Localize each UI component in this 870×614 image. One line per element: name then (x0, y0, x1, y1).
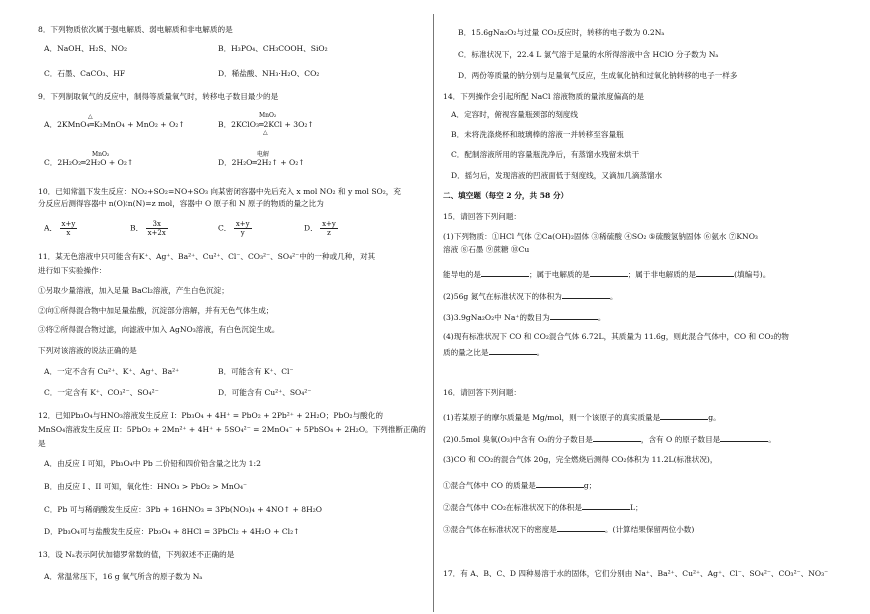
blank-sodium-ions[interactable] (550, 311, 598, 320)
q12-option-c: C．Pb 可与稀硝酸发生反应：3Pb + 16HNO₃ = 3Pb(NO₃)₄ + 4NO↑ + 8H₂O (44, 505, 322, 514)
q16-part3-3: ③混合气体在标准状况下的密度是 。(计算结果保留两位小数) (443, 525, 695, 534)
q14-option-c: C．配制溶液所用的容量瓶洗净后，有蒸馏水残留未烘干 (451, 150, 640, 159)
q10-option-c: C． $\frac{x+y}{y}$ (218, 220, 250, 237)
column-divider (433, 14, 434, 612)
q12-stem-line1: 12．已知Pb₃O₄与HNO₃溶液发生反应 I：Pb₃O₄ + 4H⁺ = PbO₂ + 2Pb²⁺ + 2H₂O；PbO₂与酸化的 (38, 411, 383, 420)
q10-option-b: B． $\frac{3x}{x+2x}$ (130, 220, 166, 237)
q9-option-b: B．2KClO₃═2KCl + 3O₂↑ (218, 120, 314, 129)
q16-part3: (3)CO 和 CO₂的混合气体 20g，完全燃烧后测得 CO₂体积为 11.2L(标准状况)， (443, 455, 718, 464)
q10-option-d: D． $\frac{x+y}{z}$ (304, 220, 336, 237)
q14-option-d: D．摇匀后，发现溶液的凹液面低于刻度线，又滴加几滴蒸馏水 (451, 171, 663, 180)
q11-step-2: ②向①所得混合物中加足量盐酸，沉淀部分溶解，并有无色气体生成； (38, 306, 274, 315)
q15-part1-line1: (1)下列物质：①HCl 气体 ②Ca(OH)₂固体 ③稀硫酸 ④SO₂ ⑤硫酸氢钠固体 ⑥氨水 ⑦KNO₃ (443, 232, 758, 241)
blank-nitrogen-volume[interactable] (562, 290, 610, 299)
q9a-text: A．2KMnO₄═K₂MnO₄ + MnO₂ + O₂↑ (44, 120, 185, 129)
q11-option-c: C．一定含有 K⁺、CO₃²⁻、SO₄²⁻ (44, 388, 159, 397)
q13-option-c: C．标准状况下，22.4 L 氯气溶于足量的水所得溶液中含 HClO 分子数为 Nₐ (458, 50, 719, 59)
q9c-catalyst: MnO₂ (92, 151, 110, 158)
q15-part4-line1: (4)现有标准状况下 CO 和 CO₂混合气体 6.72L，其质量为 11.6g，则此混合气体中，CO 和 CO₂的物 (443, 332, 789, 341)
q12-option-a: A．由反应 I 可知，Pb₃O₄中 Pb 二价铅和四价铅含量之比为 1:2 (44, 459, 261, 468)
q12-stem-line3: 是 (38, 439, 46, 448)
q9b-catalyst: MnO₂ (259, 112, 277, 119)
q12-option-d: D．Pb₃O₄可与盐酸发生反应：Pb₃O₄ + 8HCl = 3PbCl₂ + 4H₂O + Cl₂↑ (44, 527, 300, 536)
q13-option-a: A．常温常压下，16 g 氧气所含的原子数为 Nₐ (44, 572, 203, 581)
q15-part1-answers: 能导电的是 ；属于电解质的是 ；属于非电解质的是 (填编号)。 (443, 270, 771, 279)
q10a-fraction: $\frac{x+y}{x}$ (61, 220, 76, 237)
q16-part3-1: ①混合气体中 CO 的质量是 g； (443, 481, 597, 490)
q12-option-b: B．由反应 I 、II 可知，氧化性：HNO₃ > PbO₂ > MnO₄⁻ (44, 482, 248, 491)
q10-option-a: A． $\frac{x+y}{x}$ (44, 220, 76, 237)
q12-stem-line2: MnSO₄溶液发生反应 II：5PbO₂ + 2Mn²⁺ + 4H⁺ + 5SO₄²⁻ = 2MnO₄⁻ + 5PbSO₄ + 2H₂O。下列推断正确的 (38, 425, 426, 434)
q8-option-d: D．稀盐酸、NH₃·H₂O、CO₂ (218, 69, 320, 78)
blank-oxygen-atoms[interactable] (720, 433, 768, 442)
blank-electrolytes[interactable] (590, 268, 628, 277)
q11-step-1: ①另取少量溶液，加入足量 BaCl₂溶液，产生白色沉淀； (38, 286, 229, 295)
q16-part3-2: ②混合气体中 CO₂在标准状况下的体积是 L； (443, 503, 643, 512)
blank-ozone-molecules[interactable] (593, 433, 641, 442)
blank-atom-mass[interactable] (660, 411, 708, 420)
blank-nonelectrolytes[interactable] (696, 268, 734, 277)
q13-option-d: D．两份等质量的钠分别与足量氧气反应，生成氧化钠和过氧化钠转移的电子一样多 (458, 71, 738, 80)
q15-part4-line2: 质的量之比是 。 (443, 348, 545, 357)
q13-stem: 13．设 Nₐ表示阿伏加德罗常数的值，下列叙述不正确的是 (38, 550, 235, 559)
q10-stem-line2: 分反应后测得容器中 n(O)∶n(N)=z mol，容器中 O 原子和 N 原子的物质的量之比为 (38, 199, 324, 208)
q9-stem: 9．下列制取氧气的反应中，制得等质量氧气时，转移电子数目最少的是 (38, 92, 279, 101)
q9-option-c: C．2H₂O₂═2H₂O + O₂↑ (44, 158, 134, 167)
q8-stem: 8．下列物质依次属于强电解质、弱电解质和非电解质的是 (38, 25, 233, 34)
q9d-condition: 电解 (257, 151, 270, 158)
q8-option-a: A．NaOH、H₂S、NO₂ (44, 44, 128, 53)
q9b-condition: △ (263, 129, 268, 136)
q9-option-d: D．2H₂O═2H₂↑ + O₂↑ (218, 158, 305, 167)
section-2-heading: 二、填空题（每空 2 分，共 58 分） (443, 191, 569, 200)
q15-stem: 15．请回答下列问题： (443, 212, 522, 221)
q11-option-d: D．可能含有 Cu²⁺、SO₄²⁻ (218, 388, 312, 397)
q9a-condition: △ (88, 113, 93, 120)
q15-part2: (2)56g 氮气在标准状况下的体积为 。 (443, 292, 618, 301)
q11-prompt: 下列对该溶液的说法正确的是 (38, 346, 137, 355)
q11-option-a: A．一定不含有 Cu²⁺、K⁺、Ag⁺、Ba²⁺ (44, 367, 180, 376)
q9-option-a (44, 120, 185, 130)
q16-part2: (2)0.5mol 臭氧(O₃)中含有 O₃的分子数目是 ，含有 O 的原子数目是 。 (443, 435, 776, 444)
q16-stem: 16．请回答下列问题： (443, 388, 522, 397)
q10b-fraction: $\frac{3x}{x+2x}$ (147, 220, 166, 237)
blank-conductors[interactable] (481, 268, 529, 277)
q8-option-b: B．H₃PO₄、CH₃COOH、SiO₂ (218, 44, 328, 53)
q15-part3: (3)3.9gNa₂O₂中 Na⁺的数目为 。 (443, 313, 606, 322)
q10c-fraction: $\frac{x+y}{y}$ (235, 220, 250, 237)
q14-stem: 14．下列操作会引起所配 NaCl 溶液物质的量浓度偏高的是 (443, 92, 644, 101)
q11-option-b: B．可能含有 K⁺、Cl⁻ (218, 367, 294, 376)
q10d-fraction: $\frac{x+y}{z}$ (322, 220, 336, 237)
q14-option-a: A．定容时，俯视容量瓶颈部的刻度线 (451, 110, 578, 119)
q17-stem: 17．有 A、B、C、D 四种易溶于水的固体，它们分别由 Na⁺、Ba²⁺、Cu²⁺、Ag⁺、Cl⁻、SO₄²⁻、CO₃²⁻、NO₃⁻ (443, 569, 829, 578)
q15-part1-line2: 溶液 ⑧石墨 ⑨蔗糖 ⑩Cu (443, 245, 530, 254)
blank-mole-ratio[interactable] (489, 346, 537, 355)
blank-co2-volume[interactable] (582, 501, 630, 510)
q11-step-3: ③将②所得混合物过滤，向滤液中加入 AgNO₃溶液，有白色沉淀生成。 (38, 325, 280, 334)
blank-co-mass[interactable] (536, 479, 584, 488)
q11-stem-line2: 进行如下实验操作： (38, 266, 107, 275)
q13-option-b: B．15.6gNa₂O₂与过量 CO₂反应时，转移的电子数为 0.2Nₐ (458, 28, 665, 37)
blank-gas-density[interactable] (557, 523, 605, 532)
q8-option-c: C．石墨、CaCO₃、HF (44, 69, 126, 78)
q16-part1: (1)若某原子的摩尔质量是 Mg/mol，则一个该原子的真实质量是 g。 (443, 413, 721, 422)
q14-option-b: B．未将洗涤烧杯和玻璃棒的溶液一并转移至容量瓶 (451, 130, 624, 139)
q10-stem-line1: 10．已知常温下发生反应：NO₂+SO₂=NO+SO₃ 向某密闭容器中先后充入 x mol NO₂ 和 y mol SO₂，充 (38, 187, 401, 196)
q11-stem-line1: 11．某无色溶液中只可能含有K⁺、Ag⁺、Ba²⁺、Cu²⁺、Cl⁻、CO₃²⁻、SO₄²⁻中的一种或几种，对其 (38, 252, 376, 261)
